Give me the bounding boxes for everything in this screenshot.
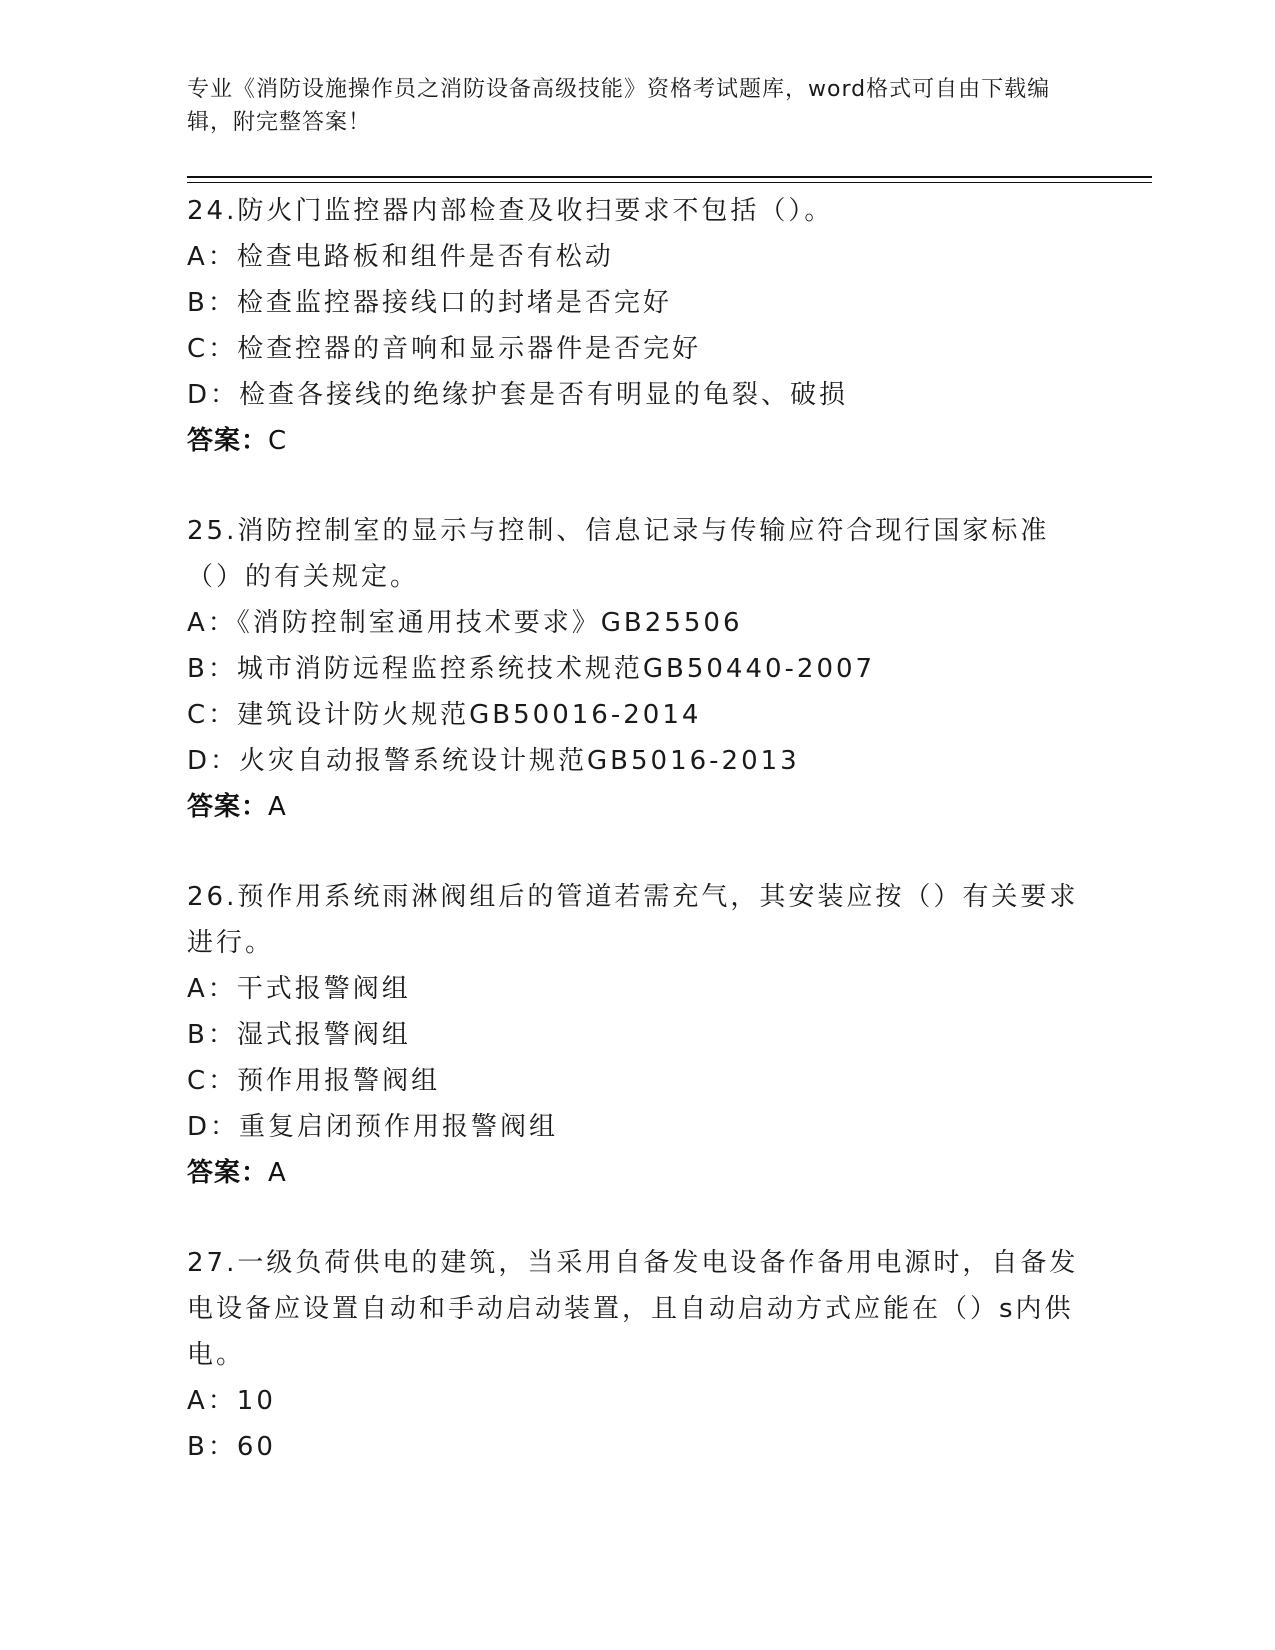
- question-title: 26.预作用系统雨淋阀组后的管道若需充气，其安装应按（）有关要求进行。: [187, 882, 1079, 958]
- document-header: 专业《消防设施操作员之消防设备高级技能》资格考试题库，word格式可自由下载编辑，附完整答案！: [187, 77, 1051, 135]
- option-b: B：检查监控器接线口的封堵是否完好: [187, 288, 672, 318]
- header-rule-thick: [187, 176, 1152, 178]
- question-24: [187, 188, 1087, 464]
- answer-value: A: [268, 1158, 287, 1188]
- option-c: C：建筑设计防火规范GB50016-2014: [187, 700, 702, 730]
- option-c: C：检查控器的音响和显示器件是否完好: [187, 334, 702, 364]
- question-spacer: [187, 830, 1087, 874]
- answer: [187, 418, 1087, 464]
- answer-label: 答案：: [187, 1158, 269, 1188]
- option-b: B：城市消防远程监控系统技术规范GB50440-2007: [187, 654, 876, 684]
- answer-value: A: [268, 792, 287, 822]
- option-a: A：《消防控制室通用技术要求》GB25506: [187, 608, 743, 638]
- option-d: D：检查各接线的绝缘护套是否有明显的龟裂、破损: [187, 380, 849, 410]
- question-spacer: [187, 1196, 1087, 1240]
- question-27: [187, 1240, 1087, 1470]
- question-26: [187, 874, 1087, 1196]
- answer: [187, 1150, 1087, 1196]
- question-title: 25.消防控制室的显示与控制、信息记录与传输应符合现行国家标准（）的有关规定。: [187, 516, 1050, 592]
- answer-label: 答案：: [187, 426, 269, 456]
- answer: [187, 784, 1087, 830]
- option-c: C：预作用报警阀组: [187, 1066, 441, 1096]
- question-25: [187, 508, 1087, 830]
- answer-value: C: [268, 426, 288, 456]
- option-b: B：湿式报警阀组: [187, 1020, 411, 1050]
- question-list: [187, 188, 1087, 1470]
- option-d: D：重复启闭预作用报警阀组: [187, 1112, 559, 1142]
- option-a: A：检查电路板和组件是否有松动: [187, 242, 614, 272]
- question-spacer: [187, 464, 1087, 508]
- option-b: B：60: [187, 1432, 276, 1462]
- answer-label: 答案：: [187, 792, 269, 822]
- header-rule-thin: [187, 182, 1152, 183]
- option-a: A：干式报警阀组: [187, 974, 411, 1004]
- question-title: 27.一级负荷供电的建筑，当采用自备发电设备作备用电源时，自备发电设备应设置自动和手动启动装置，且自动启动方式应能在（）s内供电。: [187, 1248, 1079, 1370]
- question-title: 24.防火门监控器内部检查及收扫要求不包括（）。: [187, 196, 834, 226]
- option-a: A：10: [187, 1386, 276, 1416]
- option-d: D：火灾自动报警系统设计规范GB5016-2013: [187, 746, 800, 776]
